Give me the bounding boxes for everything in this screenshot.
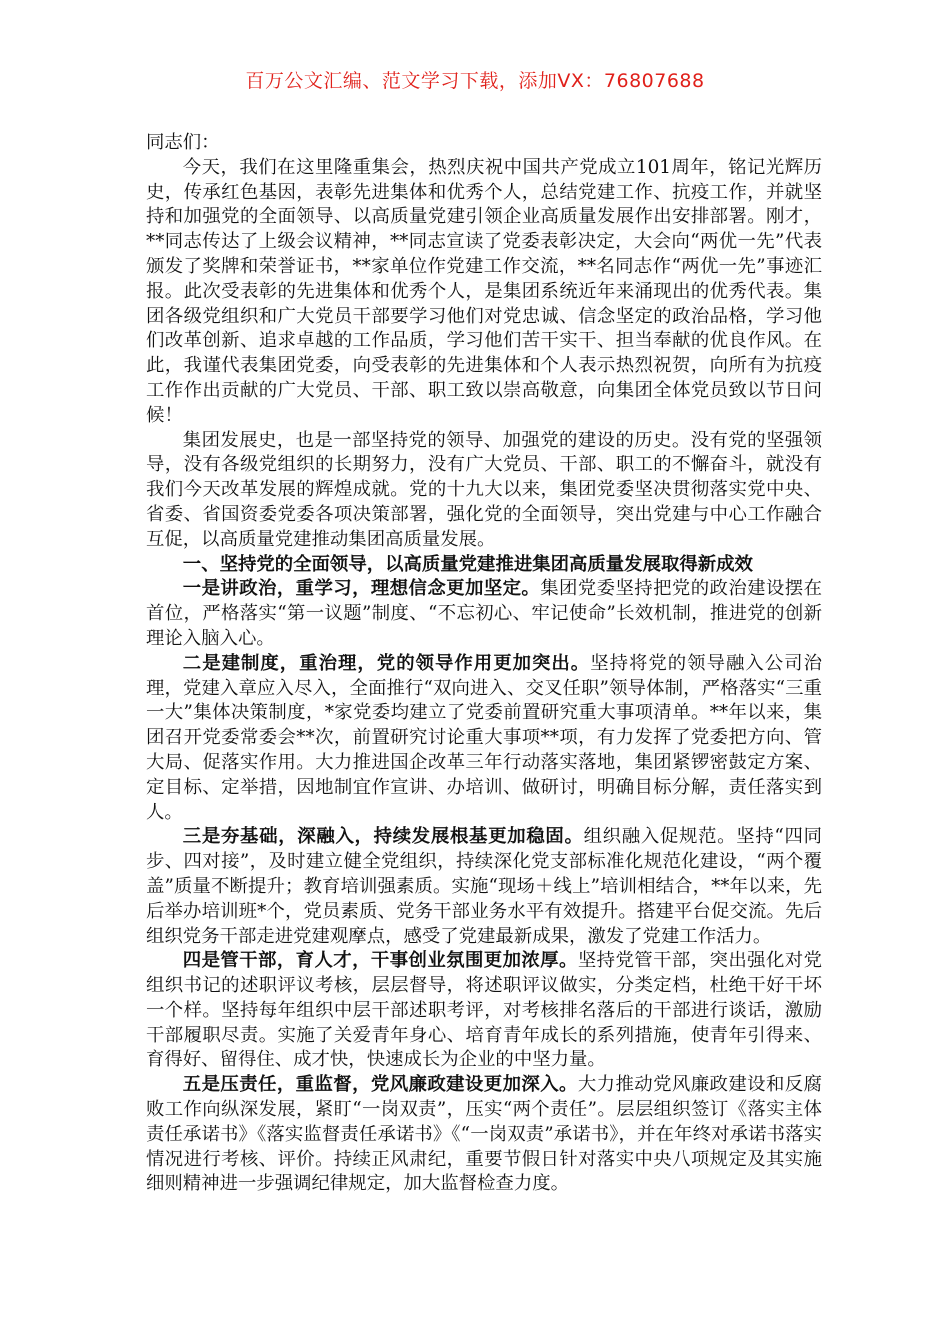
- point-paragraph: [146, 577, 822, 651]
- point-text: 集团党委坚持把党的政治建设摆在首位，严格落实“第一议题”制度、“不忘初心、牢记使命”长效机制，推进党的创新理论入脑入心。: [146, 578, 822, 649]
- point-paragraph: [146, 652, 822, 826]
- point-text: 坚持党管干部，突出强化对党组织书记的述职评议考核，层层督导，将述职评议做实，分类定档，杜绝干好干坏一个样。坚持每年组织中层干部述职考评，对考核排名落后的干部进行谈话，激励干部履职尽责。实施了关爱青年身心、培育青年成长的系列措施，使青年引得来、育得好、留得住、成才快，快速成长为企业的中坚力量。: [146, 950, 822, 1071]
- point-lead: 三是夯基础，深融入，持续发展根基更加稳固。: [182, 826, 584, 848]
- document-body: [146, 131, 822, 1197]
- point-text: 坚持将党的领导融入公司治理，党建入章应入尽入，全面推行“双向进入、交叉任职”领导体制，严格落实“三重一大”集体决策制度，*家党委均建立了党委前置研究重大事项清单。**年以来，集团召开党委常委会**次，前置研究讨论重大事项**项，有力发挥了党委把方向、管大局、促落实作用。大力推进国企改革三年行动落实落地，集团紧锣密鼓定方案、定目标、定举措，因地制宜作宣讲、办培训、做研讨，明确目标分解，责任落实到人。: [146, 652, 822, 823]
- intro-paragraph: 今天，我们在这里隆重集会，热烈庆祝中国共产党成立101周年，铭记光辉历史，传承红色基因，表彰先进集体和优秀个人，总结党建工作、抗疫工作，并就坚持和加强党的全面领导、以高质量党建引领企业高质量发展作出安排部署。刚才，**同志传达了上级会议精神，**同志宣读了党委表彰决定，大会向“两优一先”代表颁发了奖牌和荣誉证书，**家单位作党建工作交流，**名同志作“两优一先”事迹汇报。此次受表彰的先进集体和优秀个人，是集团系统近年来涌现出的优秀代表。集团各级党组织和广大党员干部要学习他们对党忠诚、信念坚定的政治品格，学习他们改革创新、追求卓越的工作品质，学习他们苦干实干、担当奉献的优良作风。在此，我谨代表集团党委，向受表彰的先进集体和个人表示热烈祝贺，向所有为抗疫工作作出贡献的广大党员、干部、职工致以崇高敬意，向集团全体党员致以节日问候！: [146, 156, 822, 426]
- point-paragraph: [146, 949, 822, 1073]
- watermark-header: 百万公文汇编、范文学习下载，添加VX：76807688: [245, 70, 705, 92]
- point-lead: 四是管干部，育人才，干事创业氛围更加浓厚。: [182, 950, 578, 972]
- point-text: 组织融入促规范。坚持“四同步、四对接”，及时建立健全党组织，持续深化党支部标准化规范化建设，“两个覆盖”质量不断提升；教育培训强素质。实施“现场＋线上”培训相结合，**年以来，先后举办培训班*个，党员素质、党务干部业务水平有效提升。搭建平台促交流。先后组织党务干部走进党建观摩点，感受了党建最新成果，激发了党建工作活力。: [146, 826, 822, 947]
- point-paragraph: [146, 825, 822, 949]
- point-text: 大力推动党风廉政建设和反腐败工作向纵深发展，紧盯“一岗双责”，压实“两个责任”。层层组织签订《落实主体责任承诺书》《落实监督责任承诺书》《“一岗双责”承诺书》，并在年终对承诺书落实情况进行考核、评价。持续正风肃纪，重要节假日针对落实中央八项规定及其实施细则精神进一步强调纪律规定，加大监督检查力度。: [146, 1074, 822, 1195]
- point-paragraph: [146, 1073, 822, 1197]
- intro-paragraph: 集团发展史，也是一部坚持党的领导、加强党的建设的历史。没有党的坚强领导，没有各级党组织的长期努力，没有广大党员、干部、职工的不懈奋斗，就没有我们今天改革发展的辉煌成就。党的十九大以来，集团党委坚决贯彻落实党中央、省委、省国资委党委各项决策部署，强化党的全面领导，突出党建与中心工作融合互促，以高质量党建推动集团高质量发展。: [146, 429, 822, 550]
- section-heading: 一、坚持党的全面领导，以高质量党建推进集团高质量发展取得新成效: [182, 553, 753, 575]
- point-lead: 一是讲政治，重学习，理想信念更加坚定。: [182, 578, 541, 600]
- point-lead: 二是建制度，重治理，党的领导作用更加突出。: [182, 652, 591, 674]
- salutation: 同志们：: [146, 132, 220, 153]
- point-lead: 五是压责任，重监督，党风廉政建设更加深入。: [182, 1074, 578, 1096]
